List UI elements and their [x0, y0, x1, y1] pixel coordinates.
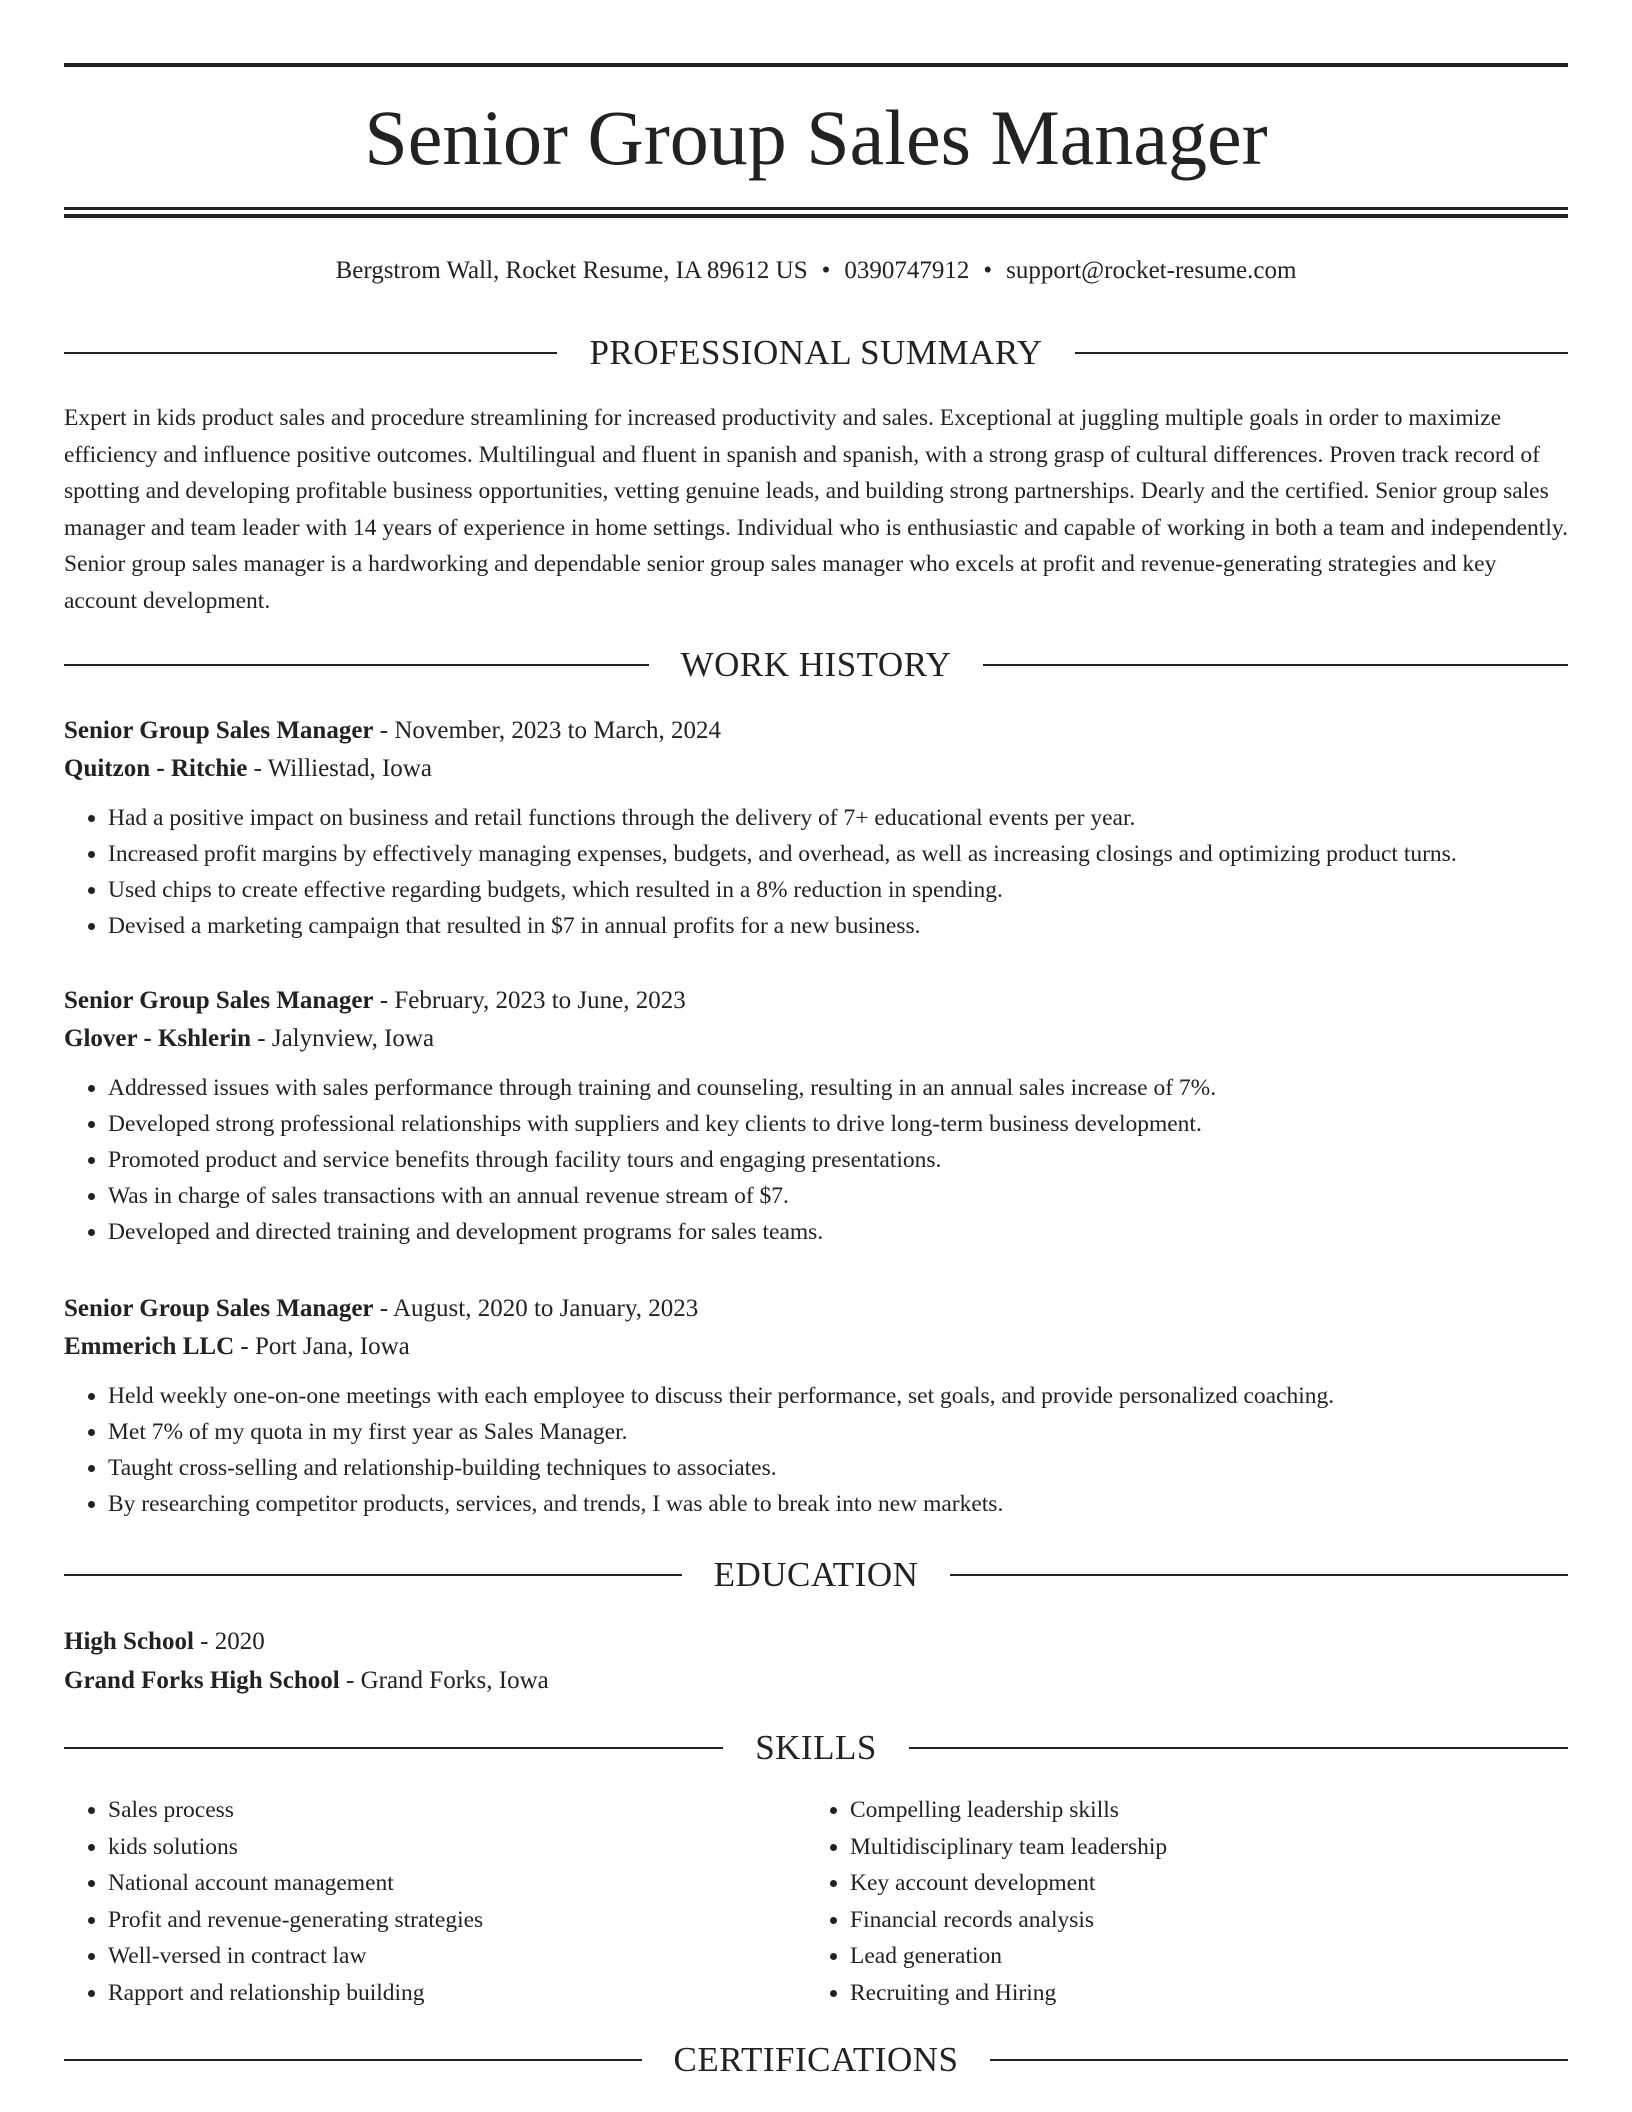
- skill-item: • Financial records analysis: [850, 1902, 1548, 1939]
- summary-paragraph: Expert in kids product sales and procedure streamlining for increased productivity and sales. Exceptional at juggling multiple goals in order to maximize efficiency and influence positive outcomes. Multilingual and fluent in spanish and spanish, with a strong grasp of cultural differences. Proven track record of spotting and developing profitable business opportunities, vetting genuine leads, and building strong partnerships. Dearly and the certified. Senior group sales manager and team leader with 14 years of experience in home settings. Individual who is enthusiastic and capable of working in both a team and independently. Senior group sales manager is a hardworking and dependable senior group sales manager who excels at profit and revenue-generating strategies and key account development.: [64, 405, 1568, 614]
- job-title: Senior Group Sales Manager: [64, 717, 374, 744]
- section-title: EDUCATION: [713, 1555, 919, 1594]
- education-year: - 2020: [193, 1628, 265, 1655]
- skill-item: • Compelling leadership skills: [850, 1792, 1548, 1829]
- skill-item: • Multidisciplinary team leadership: [850, 1829, 1548, 1866]
- job-title-line: [64, 712, 1568, 750]
- contact-address: Bergstrom Wall, Rocket Resume, IA 89612 US: [335, 257, 808, 284]
- job-bullets: [64, 800, 1568, 944]
- skill-item: • National account management: [108, 1865, 806, 1902]
- education-degree: High School: [64, 1628, 194, 1655]
- job-bullet: • By researching competitor products, services, and trends, I was able to break into new markets.: [108, 1486, 1568, 1522]
- job-title-line: [64, 1290, 1568, 1328]
- contact-email: support@rocket-resume.com: [1006, 257, 1297, 284]
- education-location: - Grand Forks, Iowa: [339, 1667, 549, 1694]
- section-rule-left: [64, 352, 557, 354]
- skill-item: • Key account development: [850, 1865, 1548, 1902]
- skill-item: • Recruiting and Hiring: [850, 1975, 1548, 2012]
- job-title: Senior Group Sales Manager: [64, 1295, 374, 1322]
- section-title: CERTIFICATIONS: [673, 2040, 959, 2079]
- job-bullet: • Was in charge of sales transactions with an annual revenue stream of $7.: [108, 1178, 1568, 1214]
- section-heading-education: [64, 1553, 1568, 1597]
- section-rule-left: [64, 2059, 642, 2061]
- job-entry: [64, 712, 1568, 944]
- section-heading-certifications: [64, 2038, 1568, 2082]
- section-heading-work: [64, 643, 1568, 687]
- skill-item: • Profit and revenue-generating strategies: [108, 1902, 806, 1939]
- education-school-line: [64, 1661, 1568, 1700]
- skills-columns: [64, 1792, 1568, 2011]
- resume-name: Senior Group Sales Manager: [364, 94, 1268, 181]
- job-bullet: • Addressed issues with sales performance through training and counseling, resulting in an annual sales increase of 7%.: [108, 1070, 1568, 1106]
- header-rule-lower: [64, 214, 1568, 218]
- education-degree-line: [64, 1622, 1568, 1661]
- job-dates: - August, 2020 to January, 2023: [373, 1295, 699, 1322]
- contact-separator: •: [821, 257, 831, 284]
- top-rule: [64, 63, 1568, 67]
- education-entry: [64, 1622, 1568, 1700]
- education-school: Grand Forks High School: [64, 1667, 340, 1694]
- section-heading-skills: [64, 1726, 1568, 1770]
- job-location: - Jalynview, Iowa: [251, 1025, 435, 1052]
- section-rule-right: [983, 664, 1568, 666]
- job-bullet: • Met 7% of my quota in my first year as Sales Manager.: [108, 1414, 1568, 1450]
- skill-item: • Lead generation: [850, 1938, 1548, 1975]
- section-rule-right: [950, 1574, 1568, 1576]
- job-bullet: • Promoted product and service benefits through facility tours and engaging presentations.: [108, 1142, 1568, 1178]
- job-location: - Williestad, Iowa: [247, 755, 432, 782]
- job-bullet: • Developed and directed training and development programs for sales teams.: [108, 1214, 1568, 1250]
- job-bullet: • Used chips to create effective regarding budgets, which resulted in a 8% reduction in spending.: [108, 872, 1568, 908]
- skill-item: • kids solutions: [108, 1829, 806, 1866]
- section-rule-left: [64, 1747, 723, 1749]
- job-entry: [64, 1290, 1568, 1522]
- job-dates: - February, 2023 to June, 2023: [373, 987, 686, 1014]
- job-bullet: • Devised a marketing campaign that resulted in $7 in annual profits for a new business.: [108, 908, 1568, 944]
- job-bullets: [64, 1378, 1568, 1522]
- section-heading-summary: [64, 331, 1568, 375]
- job-company-line: [64, 1020, 1568, 1058]
- job-bullet: • Taught cross-selling and relationship-building techniques to associates.: [108, 1450, 1568, 1486]
- job-title-line: [64, 982, 1568, 1020]
- job-bullets: [64, 1070, 1568, 1250]
- section-title: SKILLS: [755, 1728, 877, 1767]
- section-rule-right: [1075, 352, 1568, 354]
- job-title: Senior Group Sales Manager: [64, 987, 374, 1014]
- section-rule-right: [909, 1747, 1568, 1749]
- job-dates: - November, 2023 to March, 2024: [373, 717, 722, 744]
- contact-separator: •: [983, 257, 993, 284]
- skill-item: • Well-versed in contract law: [108, 1938, 806, 1975]
- job-company: Glover - Kshlerin: [64, 1025, 252, 1052]
- job-company-line: [64, 1328, 1568, 1366]
- job-bullet: • Increased profit margins by effectively managing expenses, budgets, and overhead, as well as increasing closings and optimizing product turns.: [108, 836, 1568, 872]
- job-entry: [64, 982, 1568, 1250]
- job-bullet: • Held weekly one-on-one meetings with each employee to discuss their performance, set goals, and provide personalized coaching.: [108, 1378, 1568, 1414]
- job-company: Emmerich LLC: [64, 1333, 235, 1360]
- section-rule-right: [990, 2059, 1568, 2061]
- section-title: PROFESSIONAL SUMMARY: [589, 333, 1043, 372]
- job-bullet: • Had a positive impact on business and retail functions through the delivery of 7+ educational events per year.: [108, 800, 1568, 836]
- header-rule-upper: [64, 207, 1568, 210]
- job-company-line: [64, 750, 1568, 788]
- job-location: - Port Jana, Iowa: [234, 1333, 410, 1360]
- contact-phone: 0390747912: [844, 257, 970, 284]
- job-company: Quitzon - Ritchie: [64, 755, 248, 782]
- skill-item: • Sales process: [108, 1792, 806, 1829]
- section-rule-left: [64, 1574, 682, 1576]
- job-bullet: • Developed strong professional relationships with suppliers and key clients to drive long-term business development.: [108, 1106, 1568, 1142]
- contact-line: [64, 254, 1568, 288]
- skills-list-left: [64, 1792, 806, 2011]
- skill-item: • Rapport and relationship building: [108, 1975, 806, 2012]
- section-title: WORK HISTORY: [680, 645, 952, 684]
- skills-list-right: [806, 1792, 1548, 2011]
- section-rule-left: [64, 664, 649, 666]
